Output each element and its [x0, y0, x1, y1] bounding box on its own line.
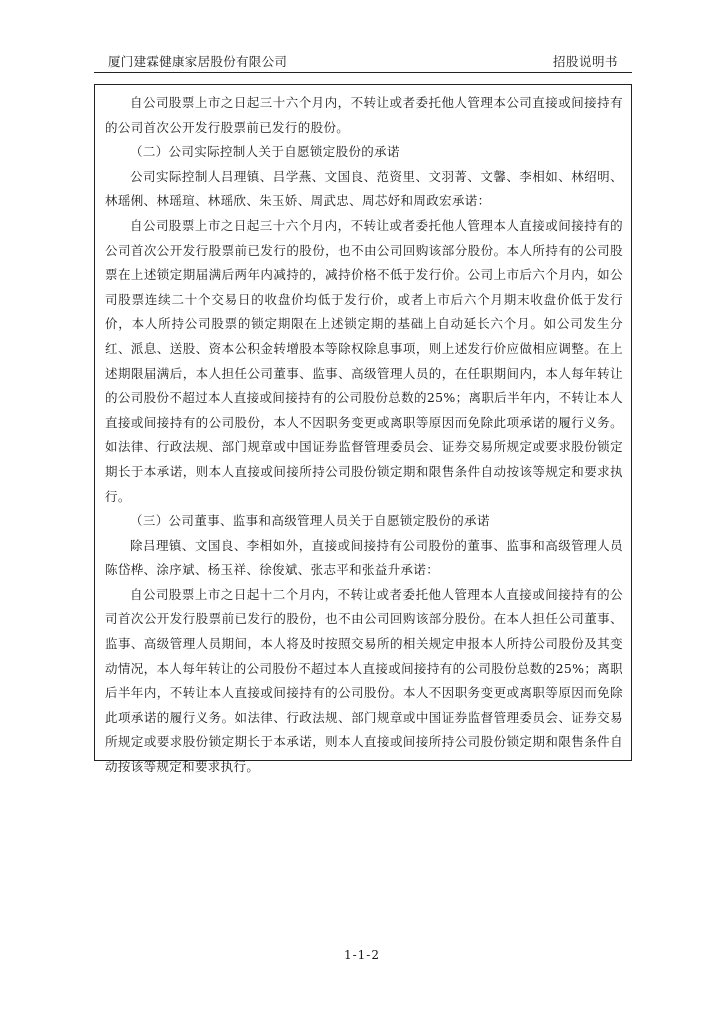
- paragraph-4: 自公司股票上市之日起三十六个月内，不转让或者委托他人管理本人直接或间接持有的公司首次公开发行股票前已发行的股份，也不由公司回购该部分股份。本人所持有的公司股票在上述锁定期届满后两年内减持的，减持价格不低于发行价。公司上市后六个月内，如公司股票连续二十个交易日的收盘价均低于发行价，或者上市后六个月期末收盘价低于发行价，本人所持公司股票的锁定期限在上述锁定期的基础上自动延长六个月。如公司发生分红、派息、送股、资本公积金转增股本等除权除息事项，则上述发行价应做相应调整。在上述期限届满后，本人担任公司董事、监事、高级管理人员的，在任职期间内，本人每年转让的公司股份不超过本人直接或间接持有的公司股份总数的25%；离职后半年内，不转让本人直接或间接持有的公司股份，本人不因职务变更或离职等原因而免除此项承诺的履行义务。如法律、行政法规、部门规章或中国证券监督管理委员会、证券交易所规定或要求股份锁定期长于本承诺，则本人直接或间接所持公司股份锁定期和限售条件自动按该等规定和要求执行。: [105, 217, 623, 504]
- company-name: 厦门建霖健康家居股份有限公司: [108, 54, 288, 69]
- page-number: 1-1-2: [343, 948, 380, 962]
- document-type: 招股说明书: [552, 54, 618, 69]
- section-heading-3: （三）公司董事、监事和高级管理人员关于自愿锁定股份的承诺: [130, 513, 490, 529]
- content-body: [105, 91, 623, 780]
- page-header: [94, 50, 632, 73]
- paragraph-3: 公司实际控制人吕理镇、吕学燕、文国良、范资里、文羽菁、文馨、李相如、林绍明、林瑶俐、林瑶瑄、林瑶欣、朱玉娇、周武忠、周芯妤和周政宏承诺：: [105, 168, 623, 209]
- section-heading-2: （二）公司实际控制人关于自愿锁定股份的承诺: [130, 144, 400, 160]
- content-box: [94, 84, 632, 775]
- paragraph-1: 自公司股票上市之日起三十六个月内，不转让或者委托他人管理本公司直接或间接持有的公司首次公开发行股票前已发行的股份。: [105, 95, 623, 135]
- paragraph-6: 除吕理镇、文国良、李相如外，直接或间接持有公司股份的董事、监事和高级管理人员陈岱桦、涂序斌、杨玉祥、徐俊斌、张志平和张益升承诺：: [105, 537, 623, 578]
- paragraph-7: 自公司股票上市之日起十二个月内，不转让或者委托他人管理本人直接或间接持有的公司首次公开发行股票前已发行的股份，也不由公司回购该部分股份。在本人担任公司董事、监事、高级管理人员期间，本人将及时按照交易所的相关规定申报本人所持公司股份及其变动情况，本人每年转让的公司股份不超过本人直接或间接持有的公司股份总数的25%；离职后半年内，不转让本人直接或间接持有的公司股份。本人不因职务变更或离职等原因而免除此项承诺的履行义务。如法律、行政法规、部门规章或中国证券监督管理委员会、证券交易所规定或要求股份锁定期长于本承诺，则本人直接或间接所持公司股份锁定期和限售条件自动按该等规定和要求执行。: [105, 586, 623, 775]
